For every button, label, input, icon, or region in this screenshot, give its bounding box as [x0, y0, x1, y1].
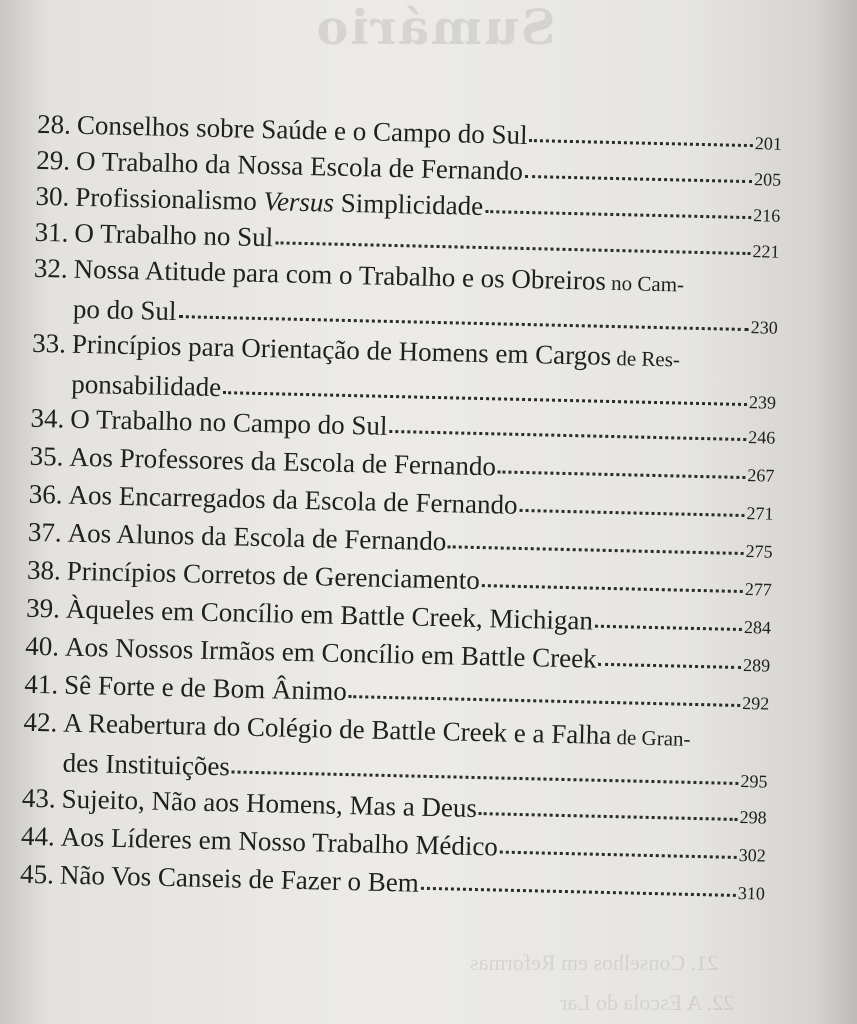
- page-number: 201: [754, 133, 783, 154]
- entry-title: A Reabertura do Colégio de Battle Creek e a Falha de Gran-: [63, 707, 691, 751]
- entry-number: 41.: [24, 668, 59, 700]
- leader-dots: [598, 657, 741, 669]
- entry-title-continuation: ponsabilidade: [70, 368, 222, 403]
- entry-number: 42.: [23, 706, 58, 738]
- leader-dots: [275, 235, 751, 255]
- entry-number: 33.: [31, 327, 67, 359]
- entry-title: Aos Nossos Irmãos em Concílio em Battle Creek: [64, 631, 597, 674]
- leader-dots: [519, 503, 744, 517]
- entry-number: 29.: [36, 144, 71, 176]
- bleed-through-line: 21. Conselhos em Reformas: [470, 950, 719, 975]
- page-number: 239: [748, 392, 777, 413]
- page-number: 275: [745, 541, 773, 562]
- page-number: 267: [747, 465, 775, 486]
- entry-title: Sujeito, Não aos Homens, Mas a Deus: [61, 783, 478, 824]
- leader-dots: [389, 424, 746, 441]
- page-number: 221: [752, 241, 780, 262]
- page-number: 302: [738, 844, 767, 866]
- leader-dots: [349, 689, 741, 707]
- page-number: 295: [740, 771, 768, 792]
- page-number: 298: [739, 806, 767, 828]
- leader-dots: [448, 539, 744, 555]
- entry-title: Aos Líderes em Nosso Trabalho Médico: [60, 821, 499, 862]
- page-number: 284: [743, 617, 772, 638]
- entry-number: 32.: [33, 252, 69, 284]
- entry-title: O Trabalho no Sul: [74, 217, 274, 253]
- entry-number: 40.: [25, 630, 60, 662]
- page-number: 246: [748, 427, 776, 448]
- leader-dots: [500, 845, 737, 859]
- entry-title: Princípios Corretos de Gerenciamento: [66, 555, 481, 596]
- leader-dots: [421, 881, 736, 897]
- entry-number: 39.: [25, 592, 61, 624]
- page-heading-bleed: Sumário: [314, 0, 556, 56]
- bleed-through-line: 22. A Escola do Lar: [560, 990, 735, 1015]
- entry-number: 31.: [34, 216, 69, 248]
- leader-dots: [232, 764, 739, 784]
- page-number: 216: [753, 205, 781, 226]
- entry-title: Não Vos Canseis de Fazer o Bem: [59, 859, 420, 898]
- leader-dots: [178, 309, 749, 331]
- entry-number: 34.: [30, 402, 65, 434]
- page-number: 292: [742, 693, 770, 714]
- leader-dots: [498, 464, 746, 479]
- entry-title-continuation: po do Sul: [72, 293, 177, 327]
- entry-title: Princípios para Orientação de Homens em Cargos de Res-: [71, 328, 681, 372]
- entry-number: 38.: [26, 554, 62, 586]
- leader-dots: [525, 169, 752, 183]
- leader-dots: [482, 578, 743, 593]
- leader-dots: [595, 619, 742, 631]
- entry-title: Aos Alunos da Escola de Fernando: [67, 517, 447, 557]
- entry-title-emphasis: Versus: [263, 186, 335, 218]
- page-number: 277: [744, 579, 773, 600]
- page-number: 271: [746, 503, 774, 524]
- entry-title: Àqueles em Concílio em Battle Creek, Michigan: [65, 593, 594, 636]
- entry-title: Nossa Atitude para com o Trabalho e os Obreiros no Cam-: [73, 253, 685, 297]
- entry-number: 36.: [28, 478, 63, 510]
- page-number: 230: [750, 317, 778, 338]
- leader-dots: [479, 806, 738, 821]
- leader-dots: [485, 204, 751, 219]
- entry-number: 45.: [19, 858, 55, 890]
- entry-title: O Trabalho no Campo do Sul: [69, 403, 388, 441]
- entry-title: Sê Forte e de Bom Ânimo: [63, 669, 348, 707]
- entry-title: Profissionalismo Versus Simplicidade: [74, 181, 484, 222]
- entry-title: Aos Professores da Escola de Fernando: [69, 441, 497, 482]
- entry-number: 37.: [27, 516, 63, 548]
- entry-title-continuation: des Instituições: [62, 747, 231, 782]
- entry-title: Aos Encarregados da Escola de Fernando: [68, 479, 518, 520]
- entry-number: 43.: [21, 782, 56, 814]
- leader-dots: [223, 385, 747, 406]
- entry-number: 30.: [35, 180, 70, 212]
- entry-number: 28.: [36, 108, 72, 140]
- entry-title: Conselhos sobre Saúde e o Campo do Sul: [76, 109, 528, 150]
- page-number: 205: [753, 169, 782, 190]
- page-number: 310: [737, 882, 766, 904]
- page-number: 289: [742, 655, 771, 676]
- entry-title: O Trabalho da Nossa Escola de Fernando: [75, 145, 524, 186]
- entry-number: 44.: [20, 820, 56, 852]
- entry-number: 35.: [29, 440, 64, 472]
- leader-dots: [529, 133, 753, 147]
